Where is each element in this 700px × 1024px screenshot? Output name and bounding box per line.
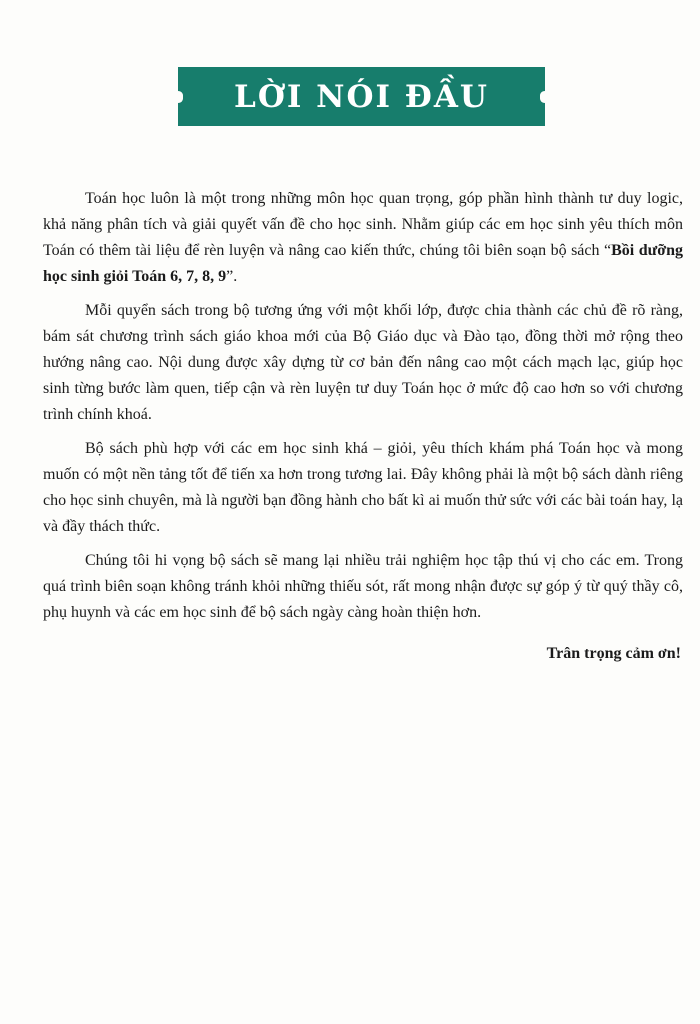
paragraph-4: Chúng tôi hi vọng bộ sách sẽ mang lại nhiều trải nghiệm học tập thú vị cho các em. Trong quá trình biên soạn không tránh khỏi những thiếu sót, rất mong nhận được sự góp ý từ quý thầy cô, phụ huynh và các em học sinh để bộ sách ngày càng hoàn thiện hơn.	[43, 552, 683, 621]
paragraph-3: Bộ sách phù hợp với các em học sinh khá – giỏi, yêu thích khám phá Toán học và mong muốn có một nền tảng tốt để tiến xa hơn trong tương lai. Đây không phải là một bộ sách dành riêng cho học sinh chuyên, mà là người bạn đồng hành cho bất kì ai muốn thử sức với các bài toán hay, lạ và đầy thách thức.	[43, 440, 683, 535]
title-banner	[178, 67, 545, 126]
paragraph-1-end: ”.	[226, 268, 238, 285]
paragraph-2: Mỗi quyển sách trong bộ tương ứng với một khối lớp, được chia thành các chủ đề rõ ràng, bám sát chương trình sách giáo khoa mới của Bộ Giáo dục và Đào tạo, đồng thời mở rộng theo hướng nâng cao. Nội dung được xây dựng từ cơ bản đến nâng cao một cách mạch lạc, giúp học sinh từng bước làm quen, tiếp cận và rèn luyện tư duy Toán học ở mức độ cao hơn so với chương trình chính khoá.	[43, 302, 683, 423]
paragraph-1	[43, 186, 683, 290]
preface-body	[43, 186, 683, 634]
banner-left-notch	[174, 91, 183, 103]
banner-right-notch	[540, 91, 549, 103]
closing-signoff: Trân trọng cảm ơn!	[546, 645, 681, 662]
book-series-title: Bồi dưỡng học sinh giỏi Toán 6, 7, 8, 9	[43, 242, 684, 285]
paragraph-1-text: Toán học luôn là một trong những môn học quan trọng, góp phần hình thành tư duy logic, khả năng phân tích và giải quyết vấn đề cho học sinh. Nhằm giúp các em học sinh yêu thích môn Toán có thêm tài liệu để rèn luyện và nâng cao kiến thức, chúng tôi biên soạn bộ sách “	[43, 190, 683, 259]
page-title: LỜI NÓI ĐẦU	[234, 78, 489, 115]
